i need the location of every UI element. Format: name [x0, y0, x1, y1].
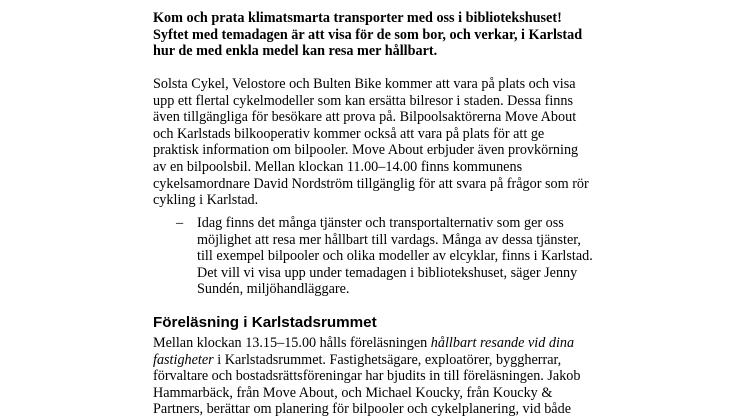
intro-line: hur de med enkla medel kan resa mer hållbart. [153, 43, 438, 60]
body-line: upp ett flertal cykelmodeller som kan ersätta bilresor i staden. Dessa finns [153, 92, 573, 109]
lecture-line: Partners, berättar om planering för bilpooler och cykelplanering, vid både [153, 401, 571, 418]
intro-line: Syftet med temadagen är att visa för de som bor, och verkar, i Karlstad [153, 26, 583, 43]
lecture-line: förvaltare och bostadsrättsföreningar har bjudits in till föreläsningen. Jakob [153, 368, 581, 385]
lecture-text: i Karlstadsrummet. Fastighetsägare, exploatörer, byggherrar, [213, 351, 562, 368]
quote-line: Det vill vi visa upp under temadagen i bibliotekshuset, säger Jenny [197, 264, 578, 281]
body-line: cykelsamordnare David Nordström tillgänglig för att svara på frågor som rör [153, 175, 589, 192]
quote-line: till exempel bilpooler och olika modeller av elcyklar, finns i Karlstad. [197, 248, 593, 265]
body-paragraph [153, 76, 623, 209]
body-line: och Karlstads bilkooperativ kommer också att vara på plats för att ge [153, 125, 545, 142]
body-line: praktisk information om bilpooler. Move About erbjuder även provkörning [153, 142, 579, 159]
body-line: Solsta Cykel, Velostore och Bulten Bike kommer att vara på plats och visa [153, 76, 576, 92]
lecture-paragraph [153, 335, 623, 418]
intro-line: Kom och prata klimatsmarta transporter med oss i bibliotekshuset! [153, 10, 562, 26]
quote-line: möjlighet att resa mer hållbart till vardags. Många av dessa tjänster, [197, 231, 581, 248]
section-heading: Föreläsning i Karlstadsrummet [153, 314, 377, 331]
lecture-title-italic: hållbart resande vid dina [430, 335, 575, 351]
quote-bullet-paragraph [197, 215, 627, 298]
lecture-line [153, 352, 623, 369]
quote-line: Sundén, miljöhandläggare. [197, 281, 350, 298]
quote-line: Idag finns det många tjänster och transportalternativ som ger oss [197, 215, 564, 231]
lecture-title-italic: fastigheter [153, 351, 214, 368]
lecture-line: Hammarbäck, från Move About, och Michael Koucky, från Koucky & [153, 384, 553, 401]
body-line: cykling i Karlstad. [153, 192, 259, 209]
body-line: även tillgängliga för besökare att prova på. Bilpoolsaktörerna Move About [153, 109, 577, 126]
body-line: av en bilpoolsbil. Mellan klockan 11.00–14.00 finns kommunens [153, 158, 523, 175]
intro-paragraph [153, 10, 623, 60]
bullet-dash: – [176, 215, 184, 231]
lecture-text: Mellan klockan 13.15–15.00 hålls föreläsningen [153, 335, 431, 351]
lecture-line [153, 335, 623, 352]
